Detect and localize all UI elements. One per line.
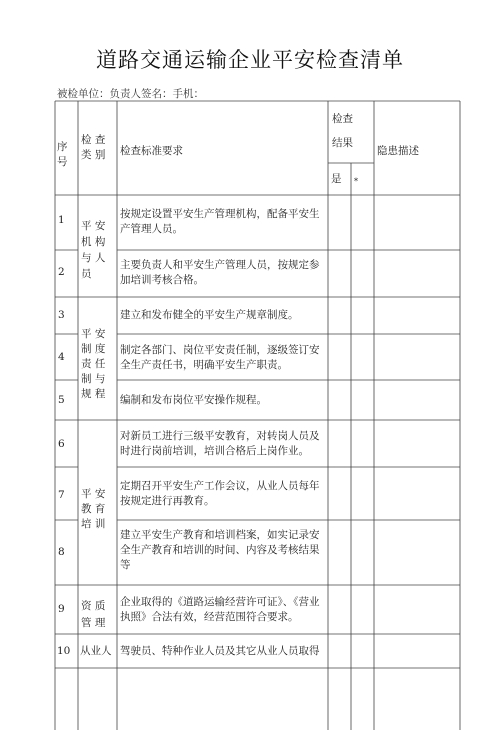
row-number: 10 — [57, 645, 71, 657]
standard-cell: 按规定设置平安生产管理机构，配备平安生产管理人员。 — [120, 208, 320, 235]
header-result-line2: 结果 — [332, 137, 353, 149]
category-cell: 平 安 教 育培 训 — [81, 488, 106, 530]
category-cell: 平 安 制 度 责 任 制 与 规 程 — [81, 328, 106, 400]
row-number: 9 — [58, 603, 65, 615]
row-number: 1 — [58, 214, 65, 226]
standard-cell: 定期召开平安生产工作会议，从业人员每年按规定进行再教育。 — [120, 480, 320, 507]
category-cell: 从业人 — [80, 645, 112, 657]
header-no: * — [354, 177, 358, 186]
header-result-line1: 检查 — [332, 113, 353, 125]
row-number: 7 — [58, 489, 65, 501]
standard-cell: 驾驶员、特种作业人员及其它从业人员取得 — [120, 645, 320, 657]
header-standard: 检查标准要求 — [120, 145, 183, 157]
page-title: 道路交通运输企业平安检查清单 — [96, 48, 404, 72]
row-number: 3 — [58, 309, 65, 321]
standard-cell: 建立和发布健全的平安生产规章制度。 — [120, 309, 299, 321]
standard-cell: 编制和发布岗位平安操作规程。 — [120, 394, 267, 406]
standard-cell: 主要负责人和平安生产管理人员，按规定参加培训考核合格。 — [120, 259, 320, 286]
row-number: 5 — [58, 394, 65, 406]
category-cell: 平 安 机 构与 人员 — [81, 220, 106, 280]
standard-cell: 制定各部门、岗位平安责任制，逐级签订安全生产责任书，明确平安生产职责。 — [120, 344, 320, 371]
header-hazard: 隐患描述 — [377, 145, 419, 157]
row-number: 8 — [58, 546, 65, 558]
row-number: 2 — [58, 266, 65, 278]
standard-cell: 对新员工进行三级平安教育，对转岗人员及时进行岗前培训，培训合格后上岗作业。 — [120, 430, 320, 457]
standard-cell: 建立平安生产教育和培训档案，如实记录安全生产教育和培训的时间、内容及考核结果等 — [120, 529, 320, 571]
header-yes: 是 — [331, 173, 342, 185]
row-number: 4 — [58, 351, 65, 363]
category-cell: 资 质 管 理 — [81, 600, 106, 629]
header-category: 检 查 类 别 — [81, 134, 106, 161]
row-number: 6 — [58, 438, 65, 450]
standard-cell: 企业取得的《道路运输经营许可证》、《营业执照》合法有效，经营范围符合要求。 — [120, 596, 320, 623]
header-seq: 序号 — [57, 141, 68, 168]
inspection-subtitle: 被检单位：负责人签名：手机： — [57, 88, 204, 100]
